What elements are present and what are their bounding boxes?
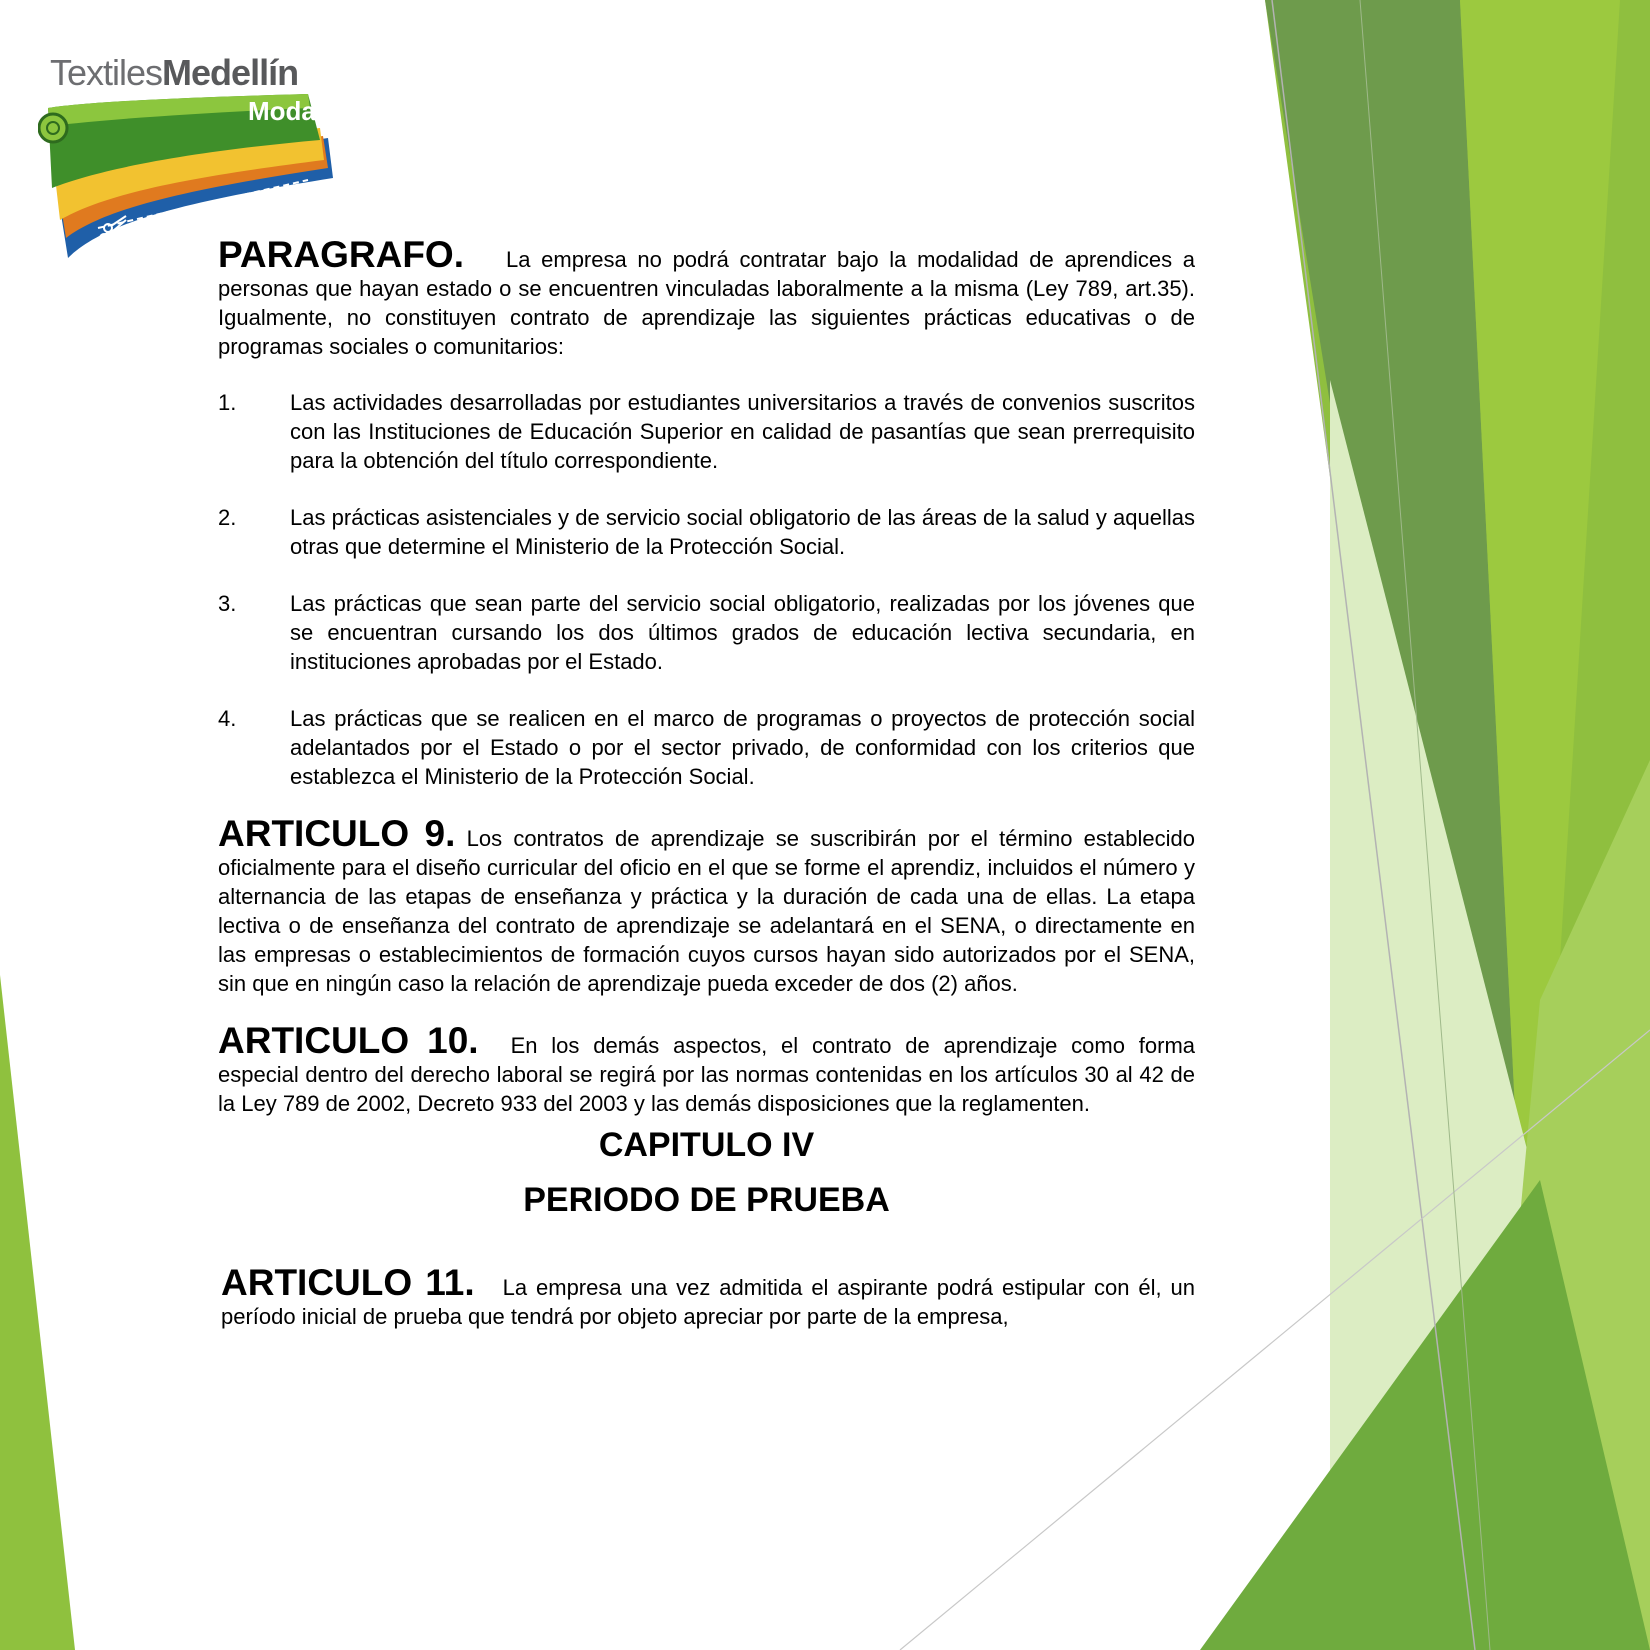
practices-list [218, 388, 1195, 791]
logo-tagline: Moda [248, 96, 316, 126]
logo-word-light: Textiles [50, 52, 163, 93]
logo-word-bold: Medellín [162, 52, 299, 93]
left-green-wedge [0, 975, 75, 1650]
company-logo [38, 52, 338, 262]
list-item-text: Las prácticas asistenciales y de servicio social obligatorio de las áreas de la salud y aquellas otras que determine el Ministerio de la Protección Social. [290, 505, 1195, 559]
list-item [218, 388, 1195, 475]
article-10-text: En los demás aspectos, el contrato de aprendizaje como forma especial dentro del derecho laboral se regirá por las normas contenidas en los artículos 30 al 42 de la Ley 789 de 2002, Decreto 933 del 2003 y las demás disposiciones que la reglamenten. [218, 1033, 1195, 1116]
article-9-heading: ARTICULO 9. [218, 813, 456, 854]
article-11-heading: ARTICULO 11. [221, 1262, 475, 1303]
list-item [218, 589, 1195, 676]
list-item-number: 2. [218, 505, 237, 530]
list-item-number: 3. [218, 591, 237, 616]
list-item [218, 503, 1195, 561]
chapter-number: CAPITULO IV [598, 1126, 815, 1164]
list-item-text: Las prácticas que se realicen en el marco de programas o proyectos de protección social adelantados por el Estado o por el sector privado, de conformidad con los criterios que establezca el Ministerio de la Protección Social. [290, 706, 1195, 789]
paragrafo-text: La empresa no podrá contratar bajo la modalidad de aprendices a personas que hayan estado o se encuentren vinculadas laboralmente a la misma (Ley 789, art.35). Igualmente, no constituyen contrato de aprendizaje las siguientes prácticas educativas o de programas sociales o comunitarios: [218, 247, 1195, 359]
article-10-heading: ARTICULO 10. [218, 1020, 479, 1061]
article-11-text: La empresa una vez admitida el aspirante podrá estipular con él, un período inicial de prueba que tendrá por objeto apreciar por parte de la empresa, [221, 1275, 1195, 1329]
list-item-text: Las actividades desarrolladas por estudiantes universitarios a través de convenios suscritos con las Instituciones de Educación Superior en calidad de pasantías que sean prerrequisito para la obtención del título correspondiente. [290, 390, 1195, 473]
article-11 [218, 1262, 1195, 1331]
list-item-number: 1. [218, 390, 237, 415]
chapter-title: PERIODO DE PRUEBA [523, 1181, 890, 1219]
list-item-text: Las prácticas que sean parte del servicio social obligatorio, realizadas por los jóvenes que se encuentran cursando los dos últimos grados de educación lectiva secundaria, en instituciones aprobadas por el Estado. [290, 591, 1195, 674]
article-9 [218, 813, 1195, 998]
list-item [218, 704, 1195, 791]
article-9-text: Los contratos de aprendizaje se suscribirán por el término establecido oficialmente para el diseño curricular del oficio en el que se forme el aprendiz, incluidos el número y alternancia de las etapas de enseñanza y práctica y la duración de cada una de ellas. La etapa lectiva o de enseñanza del contrato de aprendizaje se adelantará en el SENA, o directamente en las empresas o establecimientos de formación cuyos cursos hayan sido autorizados por el SENA, sin que en ningún caso la relación de aprendizaje pueda exceder de dos (2) años. [218, 826, 1195, 996]
paragrafo-section [218, 234, 1195, 361]
list-item-number: 4. [218, 706, 237, 731]
document-body [218, 234, 1195, 1331]
paragrafo-heading: PARAGRAFO. [218, 234, 464, 275]
article-10 [218, 1020, 1195, 1118]
